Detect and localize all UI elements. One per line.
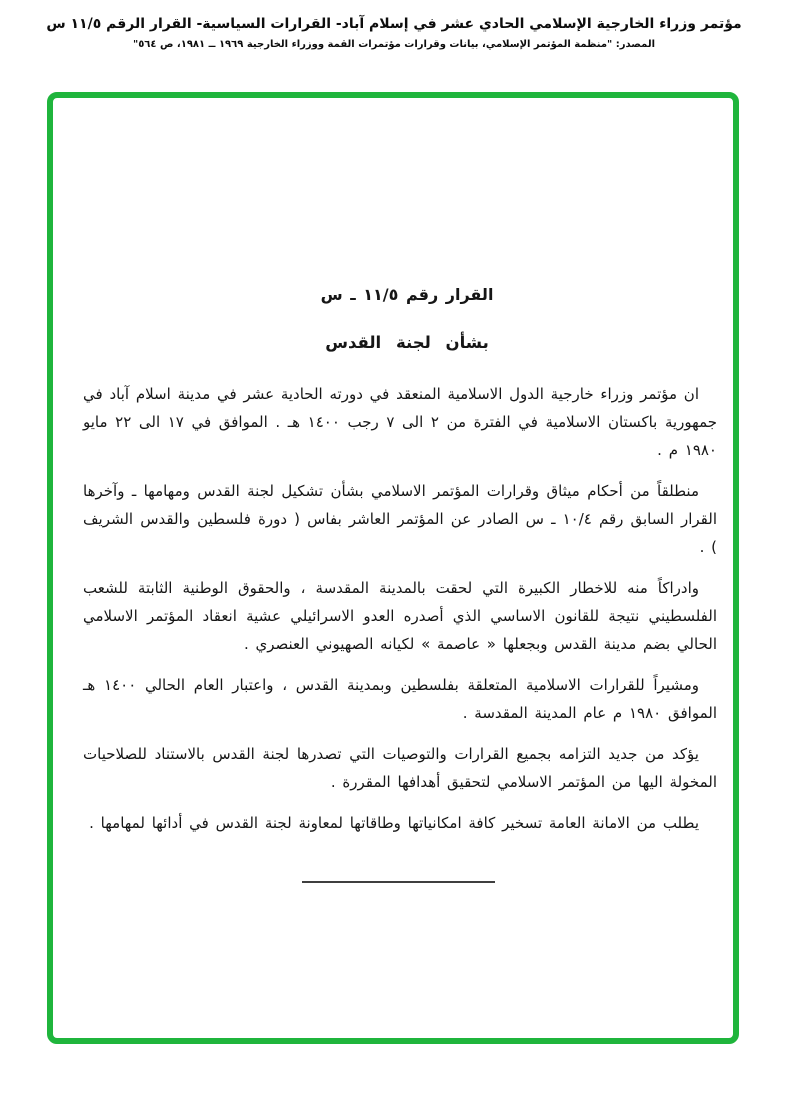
resolution-number-title: القرار رقم ١١/٥ ـ س: [320, 285, 494, 304]
header-citation-line: مؤتمر وزراء الخارجية الإسلامي الحادي عشر في إسلام آباد- القرارات السياسية- القرار الرقم ١١/٥ س: [46, 16, 742, 32]
paragraph-dangers-recognition: وادراكاً منه للاخطار الكبيرة التي لحقت بالمدينة المقدسة ، والحقوق الوطنية الثابتة للشعب الفلسطيني نتيجة للقانون الاساسي الذي أصدره العدو الاسرائيلي عشية انعقاد المؤتمر الاسلامي الحالي بضم مدينة القدس وبجعلها « عاصمة » لكيانه الصهيوني العنصري .: [83, 579, 717, 653]
paragraph-commitment-affirmation: يؤكد من جديد التزامه بجميع القرارات والتوصيات التي تصدرها لجنة القدس بالاستناد للصلاحيات المخولة اليها من المؤتمر الاسلامي لتحقيق أهدافها المقررة .: [83, 745, 717, 791]
document-header: [0, 16, 788, 50]
end-divider: [302, 881, 495, 883]
paragraph-resolutions-reference: ومشيراً للقرارات الاسلامية المتعلقة بفلسطين وبمدينة القدس ، واعتبار العام الحالي ١٤٠٠ هـ الموافق ١٩٨٠ م عام المدينة المقدسة .: [83, 676, 717, 722]
paragraph-secretariat-request: يطلب من الامانة العامة تسخير كافة امكانياتها وطاقاتها لمعاونة لجنة القدس في أدائها لمهامها .: [89, 814, 699, 832]
document-body: [83, 98, 717, 883]
document-highlight-frame: [47, 92, 739, 1044]
paragraph-charter-basis: منطلقاً من أحكام ميثاق وقرارات المؤتمر الاسلامي بشأن تشكيل لجنة القدس ومهامها ـ وآخرها القرار السابق رقم ١٠/٤ ـ س الصادر عن المؤتمر العاشر بفاس ( دورة فلسطين والقدس الشريف ) .: [83, 482, 717, 556]
paragraph-session-preamble: ان مؤتمر وزراء خارجية الدول الاسلامية المنعقد في دورته الحادية عشر في مدينة اسلام آباد في جمهورية باكستان الاسلامية في الفترة من ٢ الى ٧ رجب ١٤٠٠ هـ . الموافق في ١٧ الى ٢٢ مايو ١٩٨٠ م .: [83, 385, 718, 459]
resolution-subject-title: بشأن لجنة القدس: [325, 333, 489, 352]
header-source-line: المصدر: "منظمة المؤتمر الإسلامي، بيانات وقرارات مؤتمرات القمة ووزراء الخارجية ١٩٦٩ ــ ١٩٨١، ص ٥٦٤": [132, 39, 656, 50]
